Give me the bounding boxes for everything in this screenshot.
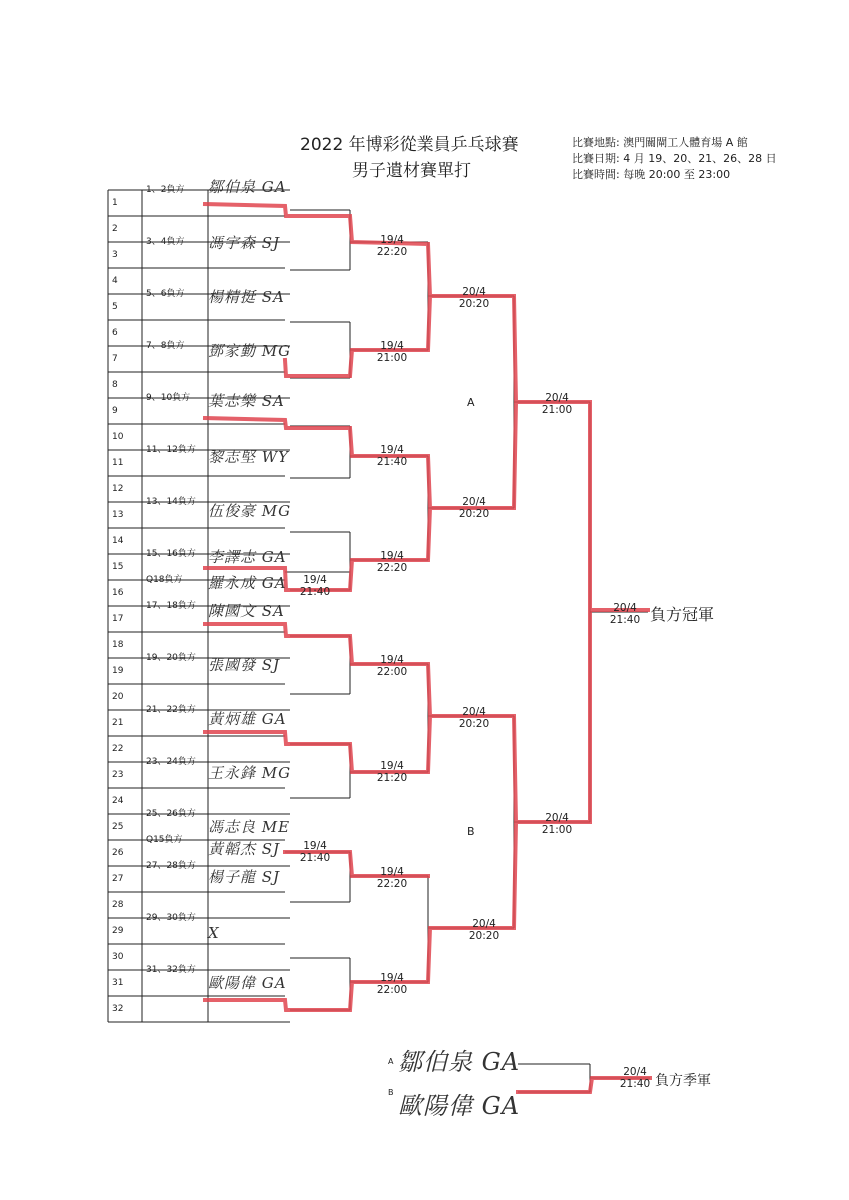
row-source: 7、8負方	[146, 341, 185, 351]
match-time: 22:20	[376, 562, 408, 574]
row-number: 28	[112, 900, 124, 910]
match-time: 21:20	[376, 772, 408, 784]
player-name: 陳國文 SA	[208, 602, 285, 620]
row-number: 9	[112, 406, 118, 416]
match-date: 19/4	[380, 444, 404, 456]
match-time: 20:20	[458, 508, 490, 520]
match-label	[530, 392, 584, 416]
match-label	[288, 840, 342, 864]
match-time: 21:00	[376, 352, 408, 364]
player-name: 鄧家勤 MG	[208, 342, 292, 360]
match-label	[447, 706, 501, 730]
row-source: 29、30負方	[146, 913, 196, 923]
row-number: 30	[112, 952, 124, 962]
row-number: 5	[112, 302, 118, 312]
row-source: 31、32負方	[146, 965, 196, 975]
match-date: 19/4	[380, 866, 404, 878]
row-number: 22	[112, 744, 124, 754]
player-name: 黎志堅 WY	[208, 448, 290, 466]
match-time: 22:00	[376, 984, 408, 996]
match-date: 19/4	[380, 234, 404, 246]
match-date: 20/4	[462, 496, 486, 508]
player-name: 伍俊豪 MG	[208, 502, 292, 520]
match-date: 20/4	[462, 706, 486, 718]
section-b-label: B	[467, 825, 475, 838]
row-source: 5、6負方	[146, 289, 185, 299]
row-source: 19、20負方	[146, 653, 196, 663]
player-name: 葉志樂 SA	[208, 392, 285, 410]
match-label	[608, 1066, 662, 1090]
player-name: 張國發 SJ	[208, 656, 281, 674]
player-name: 鄒伯泉 GA	[208, 178, 287, 196]
row-number: 11	[112, 458, 124, 468]
match-date: 20/4	[613, 602, 637, 614]
row-number: 24	[112, 796, 124, 806]
match-label	[457, 918, 511, 942]
third-player-a: 鄒伯泉 GA	[398, 1048, 521, 1076]
player-name: X	[208, 924, 220, 942]
player-name: 黃炳雄 GA	[208, 710, 287, 728]
match-date: 19/4	[380, 654, 404, 666]
match-label	[365, 550, 419, 574]
match-date: 20/4	[472, 918, 496, 930]
third-b-label: B	[388, 1088, 394, 1097]
row-source: 21、22負方	[146, 705, 196, 715]
row-number: 21	[112, 718, 124, 728]
match-time: 20:20	[458, 298, 490, 310]
match-time: 21:40	[299, 852, 331, 864]
match-date: 20/4	[545, 812, 569, 824]
match-date: 20/4	[462, 286, 486, 298]
player-name: 羅永成 GA	[208, 574, 287, 592]
match-time: 22:00	[376, 666, 408, 678]
player-name: 馮志良 ME	[208, 818, 291, 836]
row-source: 25、26負方	[146, 809, 196, 819]
final-result-label: 負方冠軍	[650, 605, 715, 624]
match-date: 19/4	[380, 760, 404, 772]
match-label	[447, 286, 501, 310]
row-number: 14	[112, 536, 124, 546]
match-time: 22:20	[376, 878, 408, 890]
match-date: 19/4	[303, 840, 327, 852]
row-number: 1	[112, 198, 118, 208]
row-number: 4	[112, 276, 118, 286]
match-time: 20:20	[458, 718, 490, 730]
row-source: 9、10負方	[146, 393, 191, 403]
player-name: 李譯志 GA	[208, 548, 287, 566]
row-source: 11、12負方	[146, 445, 196, 455]
match-date: 19/4	[380, 972, 404, 984]
row-number: 26	[112, 848, 124, 858]
match-time: 21:00	[541, 404, 573, 416]
row-number: 3	[112, 250, 118, 260]
match-date: 20/4	[545, 392, 569, 404]
row-number: 16	[112, 588, 124, 598]
row-number: 6	[112, 328, 118, 338]
row-number: 10	[112, 432, 124, 442]
match-label	[288, 574, 342, 598]
match-time: 22:20	[376, 246, 408, 258]
row-source: Q18負方	[146, 575, 183, 585]
row-number: 18	[112, 640, 124, 650]
match-label	[365, 444, 419, 468]
match-label	[530, 812, 584, 836]
row-number: 27	[112, 874, 124, 884]
match-time: 21:40	[609, 614, 641, 626]
row-number: 31	[112, 978, 124, 988]
row-source: 23、24負方	[146, 757, 196, 767]
row-number: 32	[112, 1004, 124, 1014]
match-label	[365, 760, 419, 784]
row-number: 12	[112, 484, 124, 494]
third-a-label: A	[388, 1057, 394, 1066]
row-number: 19	[112, 666, 124, 676]
date-info: 比賽日期: 4 月 19、20、21、26、28 日	[572, 152, 777, 165]
match-label	[365, 340, 419, 364]
row-number: 13	[112, 510, 124, 520]
match-label	[365, 234, 419, 258]
match-label	[598, 602, 652, 626]
match-label	[365, 866, 419, 890]
match-time: 21:00	[541, 824, 573, 836]
row-source: 3、4負方	[146, 237, 185, 247]
row-source: 15、16負方	[146, 549, 196, 559]
match-time: 20:20	[468, 930, 500, 942]
match-time: 21:40	[299, 586, 331, 598]
row-source: 13、14負方	[146, 497, 196, 507]
row-source: 27、28負方	[146, 861, 196, 871]
row-number: 20	[112, 692, 124, 702]
row-number: 8	[112, 380, 118, 390]
page-title: 2022 年博彩從業員乒乓球賽	[300, 135, 519, 155]
time-info: 比賽時間: 每晚 20:00 至 23:00	[572, 168, 731, 181]
row-source: 1、2負方	[146, 185, 185, 195]
player-name: 楊精挺 SA	[208, 288, 285, 306]
page-subtitle: 男子遺材賽單打	[352, 161, 471, 181]
player-name: 歐陽偉 GA	[208, 974, 287, 992]
row-number: 23	[112, 770, 124, 780]
row-number: 2	[112, 224, 118, 234]
player-name: 馮宇森 SJ	[208, 234, 281, 252]
section-a-label: A	[467, 396, 475, 409]
match-label	[365, 654, 419, 678]
match-label	[365, 972, 419, 996]
player-name: 黃韜杰 SJ	[208, 840, 281, 858]
row-source: Q15負方	[146, 835, 183, 845]
venue-info: 比賽地點: 澳門關閘工人體育場 A 館	[572, 136, 748, 149]
row-number: 29	[112, 926, 124, 936]
player-name: 楊子龍 SJ	[208, 868, 281, 886]
row-number: 17	[112, 614, 124, 624]
match-date: 19/4	[380, 340, 404, 352]
player-name: 王永鋒 MG	[208, 764, 292, 782]
match-date: 19/4	[380, 550, 404, 562]
row-source: 17、18負方	[146, 601, 196, 611]
row-number: 15	[112, 562, 124, 572]
row-number: 25	[112, 822, 124, 832]
third-player-b: 歐陽偉 GA	[398, 1092, 521, 1120]
match-date: 20/4	[623, 1066, 647, 1078]
third-result-label: 負方季軍	[655, 1073, 711, 1089]
match-label	[447, 496, 501, 520]
match-time: 21:40	[376, 456, 408, 468]
match-date: 19/4	[303, 574, 327, 586]
row-number: 7	[112, 354, 118, 364]
match-time: 21:40	[619, 1078, 651, 1090]
